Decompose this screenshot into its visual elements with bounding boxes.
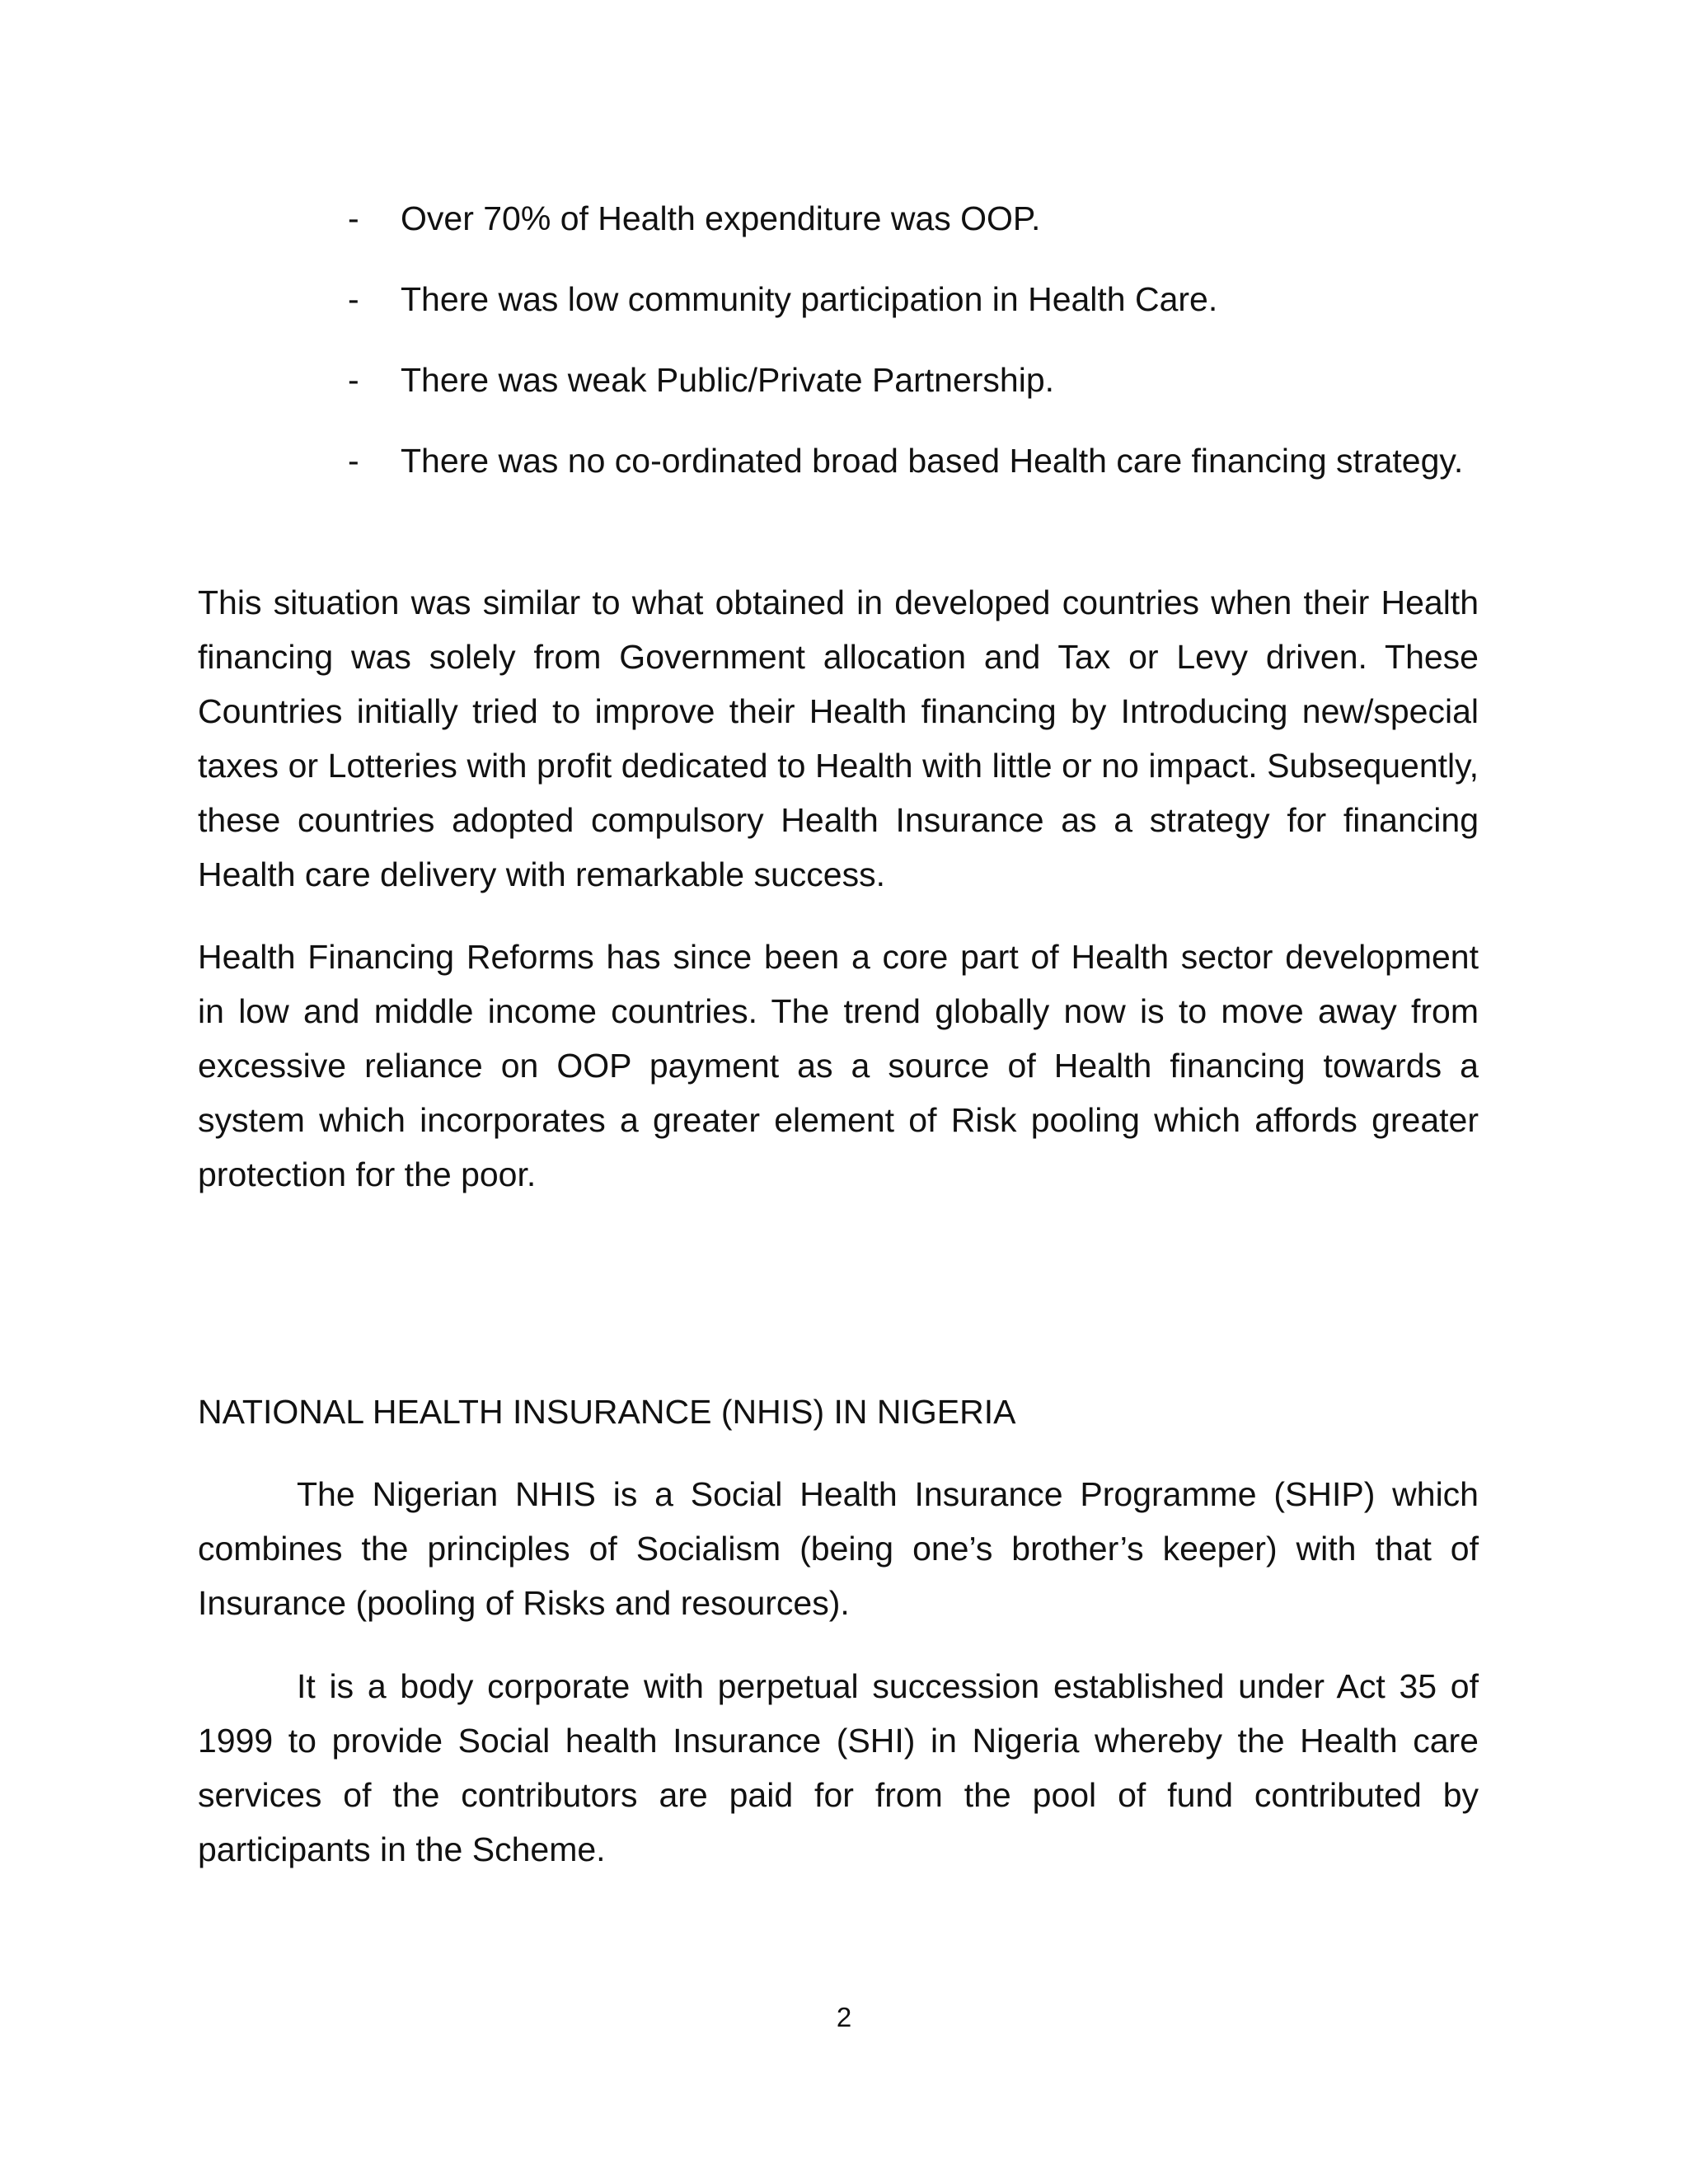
paragraph-health-financing-reforms: Health Financing Reforms has since been a core part of Health sector development in low and middle income countries. The trend globally now is to move away from excessive reliance on OOP payment as a source of Health financing towards a system which incorporates a greater element of Risk pooling which affords greater protection for the poor. (198, 938, 1479, 1193)
bullet-list (345, 191, 1479, 514)
bullet-item (345, 353, 1479, 407)
bullet-text: There was weak Public/Private Partnership. (401, 361, 1055, 399)
bullet-item (345, 434, 1479, 488)
bullet-text: There was low community participation in Health Care. (401, 280, 1218, 318)
bullet-item (345, 191, 1479, 246)
bullet-dash: - (348, 199, 359, 237)
bullet-dash: - (348, 442, 359, 480)
bullet-text: Over 70% of Health expenditure was OOP. (401, 199, 1041, 237)
bullet-dash: - (348, 361, 359, 399)
paragraph-nhis-definition: The Nigerian NHIS is a Social Health Insurance Programme (SHIP) which combines the principles of Socialism (being one’s brother’s keeper) with that of Insurance (pooling of Risks and resources). (198, 1475, 1479, 1622)
page-number: 2 (836, 2002, 852, 2032)
paragraph-developed-countries: This situation was similar to what obtained in developed countries when their Health financing was solely from Government allocation and Tax or Levy driven. These Countries initially tried to improve their Health financing by Introducing new/special taxes or Lotteries with profit dedicated to Health with little or no impact. Subsequently, these countries adopted compulsory Health Insurance as a strategy for financing Health care delivery with remarkable success. (198, 583, 1479, 893)
paragraph-nhis-establishment: It is a body corporate with perpetual succession established under Act 35 of 1999 to provide Social health Insurance (SHI) in Nigeria whereby the Health care services of the contributors are paid for from the pool of fund contributed by participants in the Scheme. (198, 1667, 1479, 1868)
bullet-item (345, 272, 1479, 326)
bullet-text: There was no co-ordinated broad based Health care financing strategy. (401, 442, 1464, 480)
bullet-dash: - (348, 280, 359, 318)
section-heading: NATIONAL HEALTH INSURANCE (NHIS) IN NIGERIA (198, 1393, 1016, 1431)
